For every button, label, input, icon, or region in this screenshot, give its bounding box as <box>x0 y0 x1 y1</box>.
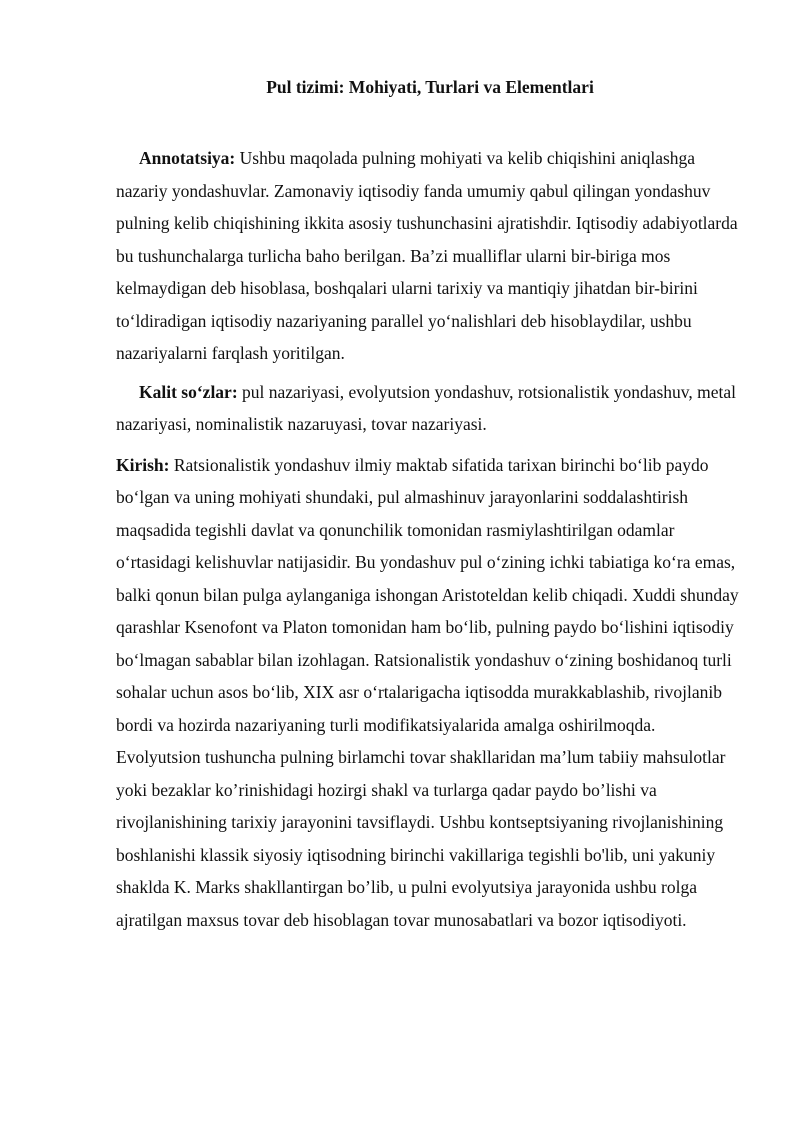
intro-text: Ratsionalistik yondashuv ilmiy maktab sifatida tarixan birinchi bo‘lib paydo bo‘lgan va uning mohiyati shundaki, pul almashinuv jarayonlarini soddalashtirish maqsadida tegishli davlat va qonunchilik tomonidan rasmiylashtirilgan odamlar o‘rtasidagi kelishuvlar natijasidir. Bu yondashuv pul o‘zining ichki tabiatiga ko‘ra emas, balki qonun bilan pulga aylanganiga ishongan Aristoteldan kelib chiqadi. Xuddi shunday qarashlar Ksenofont va Platon tomonidan ham bo‘lib, pulning paydo bo‘lishini iqtisodiy bo‘lmagan sabablar bilan izohlagan. Ratsionalistik yondashuv o‘zining boshidanoq turli sohalar uchun asos bo‘lib, XIX asr o‘rtalarigacha iqtisodda murakkablashib, rivojlanib bordi va hozirda nazariyaning turli modifikatsiyalarida amalga oshirilmoqda. Evolyutsion tushuncha pulning birlamchi tovar shakllaridan ma’lum tabiiy mahsulotlar yoki bezaklar ko’rinishidagi hozirgi shakl va turlarga qadar paydo bo’lishi va rivojlanishining tarixiy jarayonini tavsiflaydi. Ushbu kontseptsiyaning rivojlanishining boshlanishi klassik siyosiy iqtisodning birinchi vakillariga tegishli bo'lib, uni yakuniy shaklda K. Marks shakllantirgan bo’lib, u pulni evolyutsiya jarayonida ushbu rolga ajratilgan maxsus tovar deb hisoblagan tovar munosabatlari va bozor iqtisodiyoti. <box>116 454 739 930</box>
abstract-paragraph <box>116 142 744 370</box>
keywords-text: pul nazariyasi, evolyutsion yondashuv, rotsionalistik yondashuv, metal nazariyasi, nominalistik nazaruyasi, tovar nazariyasi. <box>116 381 737 434</box>
abstract-text: Ushbu maqolada pulning mohiyati va kelib chiqishini aniqlashga nazariy yondashuvlar. Zamonaviy iqtisodiy fanda umumiy qabul qilingan yondashuv pulning kelib chiqishining ikkita asosiy tushunchasini ajratishdir. Iqtisodiy adabiyotlarda bu tushunchalarga turlicha baho berilgan. Ba’zi mualliflar ularni bir-biriga mos kelmaydigan deb hisoblasa, boshqalari ularni tarixiy va mantiqiy jihatdan bir-birini to‘ldiradigan iqtisodiy nazariyaning parallel yo‘nalishlari deb hisoblaydilar, ushbu nazariyalarni farqlash yoritilgan. <box>116 148 738 363</box>
document-title: Pul tizimi: Mohiyati, Turlari va Elementlari <box>266 77 594 97</box>
keywords-paragraph <box>116 376 744 441</box>
abstract-label: Annotatsiya: <box>139 148 236 168</box>
intro-label: Kirish: <box>116 454 170 475</box>
keywords-label: Kalit so‘zlar: <box>139 381 238 402</box>
intro-paragraph <box>116 449 744 937</box>
